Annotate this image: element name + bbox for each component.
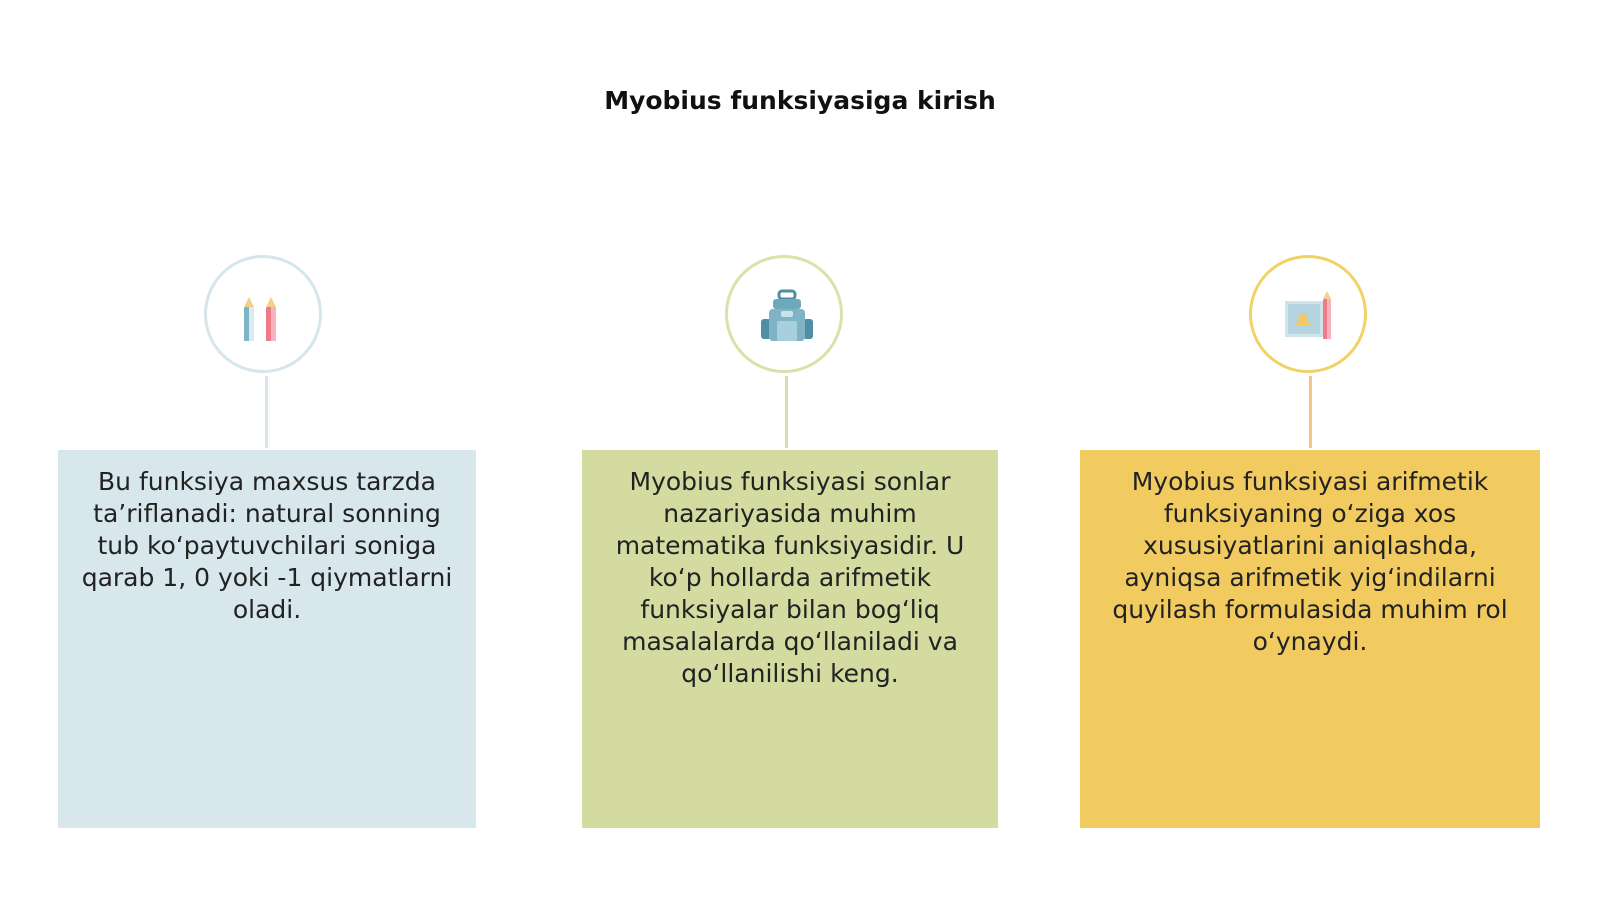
connector-line xyxy=(1309,376,1312,448)
pencils-icon xyxy=(236,287,296,347)
backpack-icon xyxy=(757,287,817,347)
connector-line xyxy=(265,376,268,448)
connector-line xyxy=(785,376,788,448)
drawing-board-icon-circle xyxy=(1249,255,1367,373)
drawing-board-icon xyxy=(1281,287,1341,347)
info-card-2: Myobius funksiyasi sonlar nazariyasida muhim matematika funksiyasidir. U ko‘p hollarda arifmetik funksiyalar bilan bog‘liq masalalarda qo‘llaniladi va qo‘llanilishi keng. xyxy=(582,450,998,828)
pencils-icon-circle xyxy=(204,255,322,373)
info-card-1: Bu funksiya maxsus tarzda ta’riflanadi: natural sonning tub ko‘paytuvchilari soniga qarab 1, 0 yoki -1 qiymatlarni oladi. xyxy=(58,450,476,828)
backpack-icon-circle xyxy=(725,255,843,373)
slide-title: Myobius funksiyasiga kirish xyxy=(604,86,996,115)
info-card-3: Myobius funksiyasi arifmetik funksiyaning o‘ziga xos xususiyatlarini aniqlashda, ayniqsa arifmetik yig‘indilarni quyilash formulasida muhim rol o‘ynaydi. xyxy=(1080,450,1540,828)
